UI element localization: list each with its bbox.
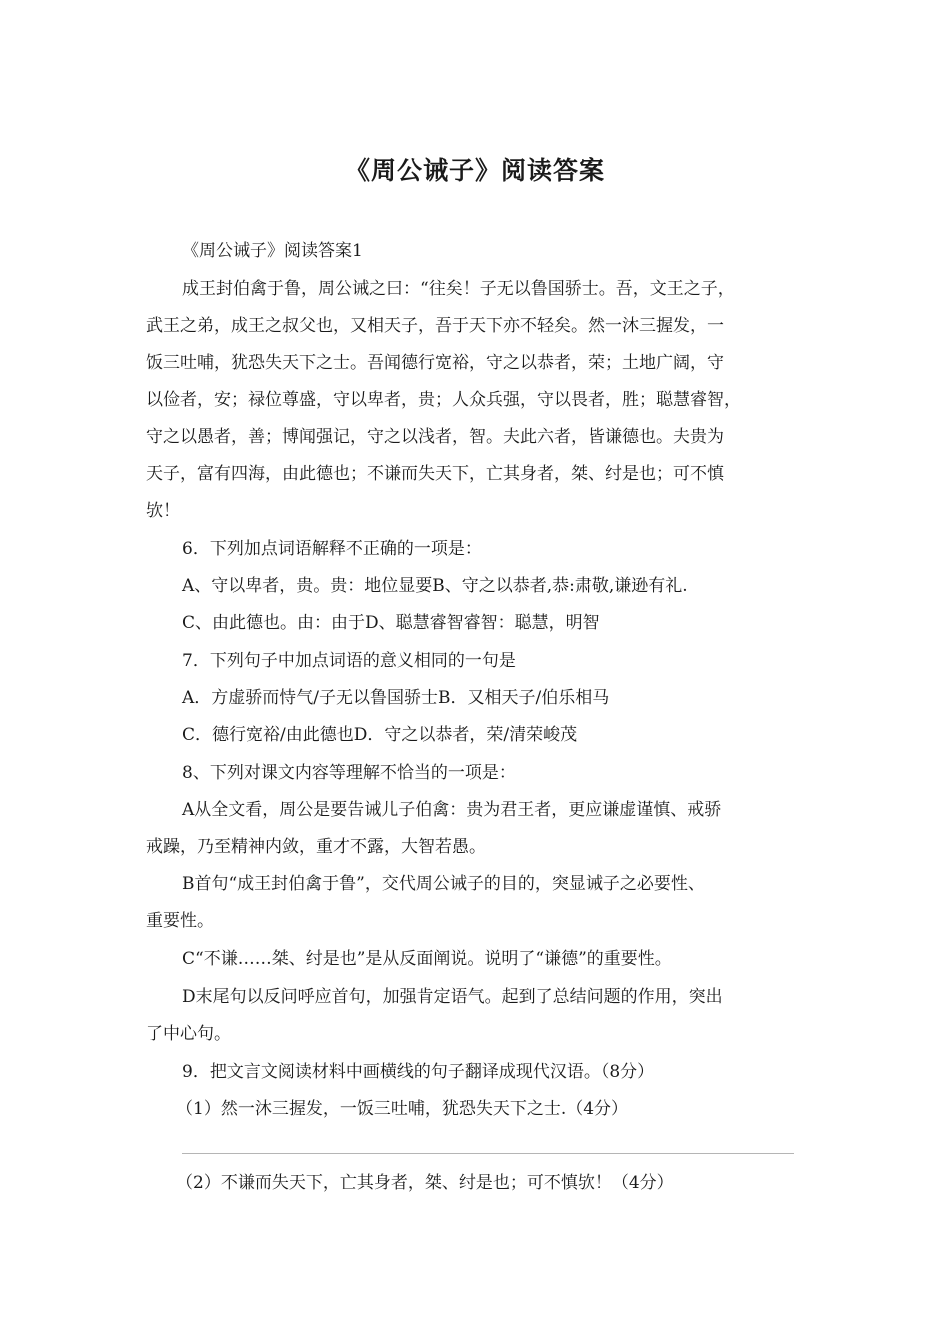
translation-item: （1）然一沐三握发，一饭三吐哺，犹恐失天下之士.（4分）: [176, 1099, 629, 1119]
answer-line: [182, 1153, 794, 1154]
passage-line: 守之以愚者，善；博闻强记，守之以浅者，智。夫此六者，皆谦德也。夫贵为: [146, 427, 724, 447]
question-option: 重要性。: [146, 911, 214, 931]
question-option: A．方虚骄而恃气/子无以鲁国骄士B．又相天子/伯乐相马: [182, 688, 610, 708]
question-option: B首句“成王封伯禽于鲁”，交代周公诫子的目的，突显诫子之必要性、: [182, 874, 705, 894]
question-option: 戒躁，乃至精神内敛，重才不露，大智若愚。: [146, 837, 486, 857]
section-heading: 《周公诫子》阅读答案1: [182, 241, 363, 261]
question-option: C．德行宽裕/由此德也D．守之以恭者，荣/清荣峻茂: [182, 725, 578, 745]
question-option: D末尾句以反问呼应首句，加强肯定语气。起到了总结问题的作用，突出: [182, 987, 723, 1007]
question-stem: 9．把文言文阅读材料中画横线的句子翻译成现代汉语。（8分）: [182, 1062, 655, 1082]
question-stem: 6．下列加点词语解释不正确的一项是：: [182, 539, 482, 559]
question-stem: 7．下列句子中加点词语的意义相同的一句是: [182, 651, 516, 671]
passage-line: 天子，富有四海，由此德也；不谦而失天下，亡其身者，桀、纣是也；可不慎: [146, 464, 724, 484]
question-option: C“不谦……桀、纣是也”是从反面阐说。说明了“谦德”的重要性。: [182, 949, 672, 969]
passage-line: 饭三吐哺，犹恐失天下之士。吾闻德行宽裕，守之以恭者，荣；土地广阔，守: [146, 353, 724, 373]
question-stem: 8、下列对课文内容等理解不恰当的一项是：: [182, 763, 516, 783]
passage-line: 成王封伯禽于鲁，周公诫之曰：“往矣！子无以鲁国骄士。吾，文王之子，: [182, 279, 735, 299]
translation-item: （2）不谦而失天下，亡其身者，桀、纣是也；可不慎欤！（4分）: [176, 1173, 674, 1193]
question-option: 了中心句。: [146, 1024, 231, 1044]
question-option: A从全文看，周公是要告诫儿子伯禽：贵为君王者，更应谦虚谨慎、戒骄: [182, 800, 722, 820]
passage-line: 以俭者，安；禄位尊盛，守以卑者，贵；人众兵强，守以畏者，胜；聪慧睿智，: [146, 390, 741, 410]
document-title: 《周公诫子》阅读答案: [344, 156, 605, 185]
question-option: A、守以卑者，贵。贵：地位显要B、守之以恭者,恭:肃敬,谦逊有礼.: [182, 576, 688, 596]
passage-line: 欤！: [146, 501, 180, 521]
question-option: C、由此德也。由：由于D、聪慧睿智睿智：聪慧，明智: [182, 613, 600, 633]
passage-line: 武王之弟，成王之叔父也，又相天子，吾于天下亦不轻矣。然一沐三握发，一: [146, 316, 724, 336]
